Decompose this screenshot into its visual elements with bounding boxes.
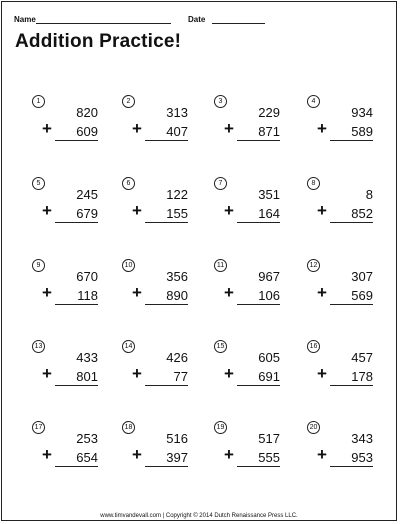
- addend-top: 8: [365, 187, 373, 202]
- problem-5: [32, 177, 122, 247]
- problem-number-badge: 7: [214, 177, 227, 190]
- addend-bottom: 871: [258, 124, 280, 139]
- problem-number-badge: 14: [122, 340, 135, 353]
- answer-line: [330, 304, 373, 305]
- plus-sign: +: [132, 119, 142, 138]
- answer-line: [237, 466, 280, 467]
- addend-top: 313: [166, 105, 188, 120]
- answer-line: [330, 222, 373, 223]
- problem-number-badge: 9: [32, 259, 45, 272]
- problem-20: [307, 421, 397, 491]
- page-title: Addition Practice!: [15, 31, 182, 52]
- answer-line: [237, 222, 280, 223]
- plus-sign: +: [224, 445, 234, 464]
- addend-top: 934: [351, 105, 373, 120]
- addend-top: 433: [76, 350, 98, 365]
- answer-line: [145, 385, 188, 386]
- addend-top: 351: [258, 187, 280, 202]
- problem-number-badge: 13: [32, 340, 45, 353]
- problem-8: [307, 177, 397, 247]
- problem-14: [122, 340, 212, 410]
- answer-line: [330, 140, 373, 141]
- plus-sign: +: [317, 201, 327, 220]
- addend-bottom: 569: [351, 288, 373, 303]
- addend-top: 356: [166, 269, 188, 284]
- problem-19: [214, 421, 304, 491]
- plus-sign: +: [42, 364, 52, 383]
- problem-13: [32, 340, 122, 410]
- name-label: Name: [14, 15, 36, 24]
- addend-top: 457: [351, 350, 373, 365]
- answer-line: [330, 385, 373, 386]
- addend-bottom: 106: [258, 288, 280, 303]
- plus-sign: +: [132, 445, 142, 464]
- plus-sign: +: [224, 364, 234, 383]
- problem-11: [214, 259, 304, 329]
- problem-number-badge: 11: [214, 259, 227, 272]
- name-line: [36, 23, 171, 24]
- addend-top: 820: [76, 105, 98, 120]
- problem-16: [307, 340, 397, 410]
- plus-sign: +: [132, 201, 142, 220]
- answer-line: [145, 466, 188, 467]
- answer-line: [145, 222, 188, 223]
- answer-line: [55, 385, 98, 386]
- problem-number-badge: 17: [32, 421, 45, 434]
- problem-number-badge: 6: [122, 177, 135, 190]
- problem-number-badge: 16: [307, 340, 320, 353]
- plus-sign: +: [317, 283, 327, 302]
- problem-3: [214, 95, 304, 165]
- addend-top: 307: [351, 269, 373, 284]
- addend-bottom: 164: [258, 206, 280, 221]
- problem-12: [307, 259, 397, 329]
- plus-sign: +: [317, 445, 327, 464]
- plus-sign: +: [317, 364, 327, 383]
- problem-1: [32, 95, 122, 165]
- addend-bottom: 852: [351, 206, 373, 221]
- answer-line: [237, 140, 280, 141]
- plus-sign: +: [224, 201, 234, 220]
- addend-bottom: 555: [258, 450, 280, 465]
- addend-top: 343: [351, 431, 373, 446]
- problem-number-badge: 3: [214, 95, 227, 108]
- answer-line: [145, 304, 188, 305]
- addend-top: 670: [76, 269, 98, 284]
- addend-bottom: 691: [258, 369, 280, 384]
- addend-bottom: 890: [166, 288, 188, 303]
- addend-bottom: 953: [351, 450, 373, 465]
- problem-10: [122, 259, 212, 329]
- answer-line: [55, 466, 98, 467]
- answer-line: [330, 466, 373, 467]
- problem-number-badge: 4: [307, 95, 320, 108]
- plus-sign: +: [132, 283, 142, 302]
- plus-sign: +: [42, 445, 52, 464]
- addend-bottom: 77: [173, 369, 188, 384]
- addend-top: 122: [166, 187, 188, 202]
- addend-bottom: 407: [166, 124, 188, 139]
- problem-15: [214, 340, 304, 410]
- answer-line: [55, 304, 98, 305]
- plus-sign: +: [42, 283, 52, 302]
- problem-number-badge: 8: [307, 177, 320, 190]
- problem-18: [122, 421, 212, 491]
- problem-number-badge: 12: [307, 259, 320, 272]
- plus-sign: +: [42, 201, 52, 220]
- addend-top: 605: [258, 350, 280, 365]
- addend-bottom: 118: [77, 288, 98, 303]
- addend-top: 253: [76, 431, 98, 446]
- addend-bottom: 609: [76, 124, 98, 139]
- problem-9: [32, 259, 122, 329]
- problem-number-badge: 2: [122, 95, 135, 108]
- plus-sign: +: [317, 119, 327, 138]
- addend-top: 245: [76, 187, 98, 202]
- problem-number-badge: 10: [122, 259, 135, 272]
- answer-line: [55, 222, 98, 223]
- footer-copyright: www.timvandevall.com | Copyright © 2014 Dutch Renaissance Press LLC.: [100, 513, 298, 519]
- addend-bottom: 654: [76, 450, 98, 465]
- addend-top: 517: [258, 431, 280, 446]
- addend-top: 229: [258, 105, 280, 120]
- problem-number-badge: 1: [32, 95, 45, 108]
- addend-top: 967: [258, 269, 280, 284]
- problem-7: [214, 177, 304, 247]
- addend-bottom: 679: [76, 206, 98, 221]
- addend-bottom: 801: [76, 369, 98, 384]
- date-label: Date: [188, 15, 206, 24]
- addend-bottom: 397: [166, 450, 188, 465]
- addend-top: 516: [166, 431, 188, 446]
- problem-6: [122, 177, 212, 247]
- problem-number-badge: 5: [32, 177, 45, 190]
- addend-bottom: 589: [351, 124, 373, 139]
- problem-number-badge: 20: [307, 421, 320, 434]
- problem-4: [307, 95, 397, 165]
- date-line: [212, 23, 265, 24]
- addend-top: 426: [166, 350, 188, 365]
- plus-sign: +: [132, 364, 142, 383]
- plus-sign: +: [224, 283, 234, 302]
- problem-2: [122, 95, 212, 165]
- worksheet: [1, 1, 397, 521]
- addend-bottom: 178: [351, 369, 373, 384]
- problem-number-badge: 19: [214, 421, 227, 434]
- problem-number-badge: 18: [122, 421, 135, 434]
- answer-line: [145, 140, 188, 141]
- problem-17: [32, 421, 122, 491]
- answer-line: [55, 140, 98, 141]
- answer-line: [237, 385, 280, 386]
- plus-sign: +: [42, 119, 52, 138]
- addend-bottom: 155: [166, 206, 188, 221]
- problem-number-badge: 15: [214, 340, 227, 353]
- answer-line: [237, 304, 280, 305]
- plus-sign: +: [224, 119, 234, 138]
